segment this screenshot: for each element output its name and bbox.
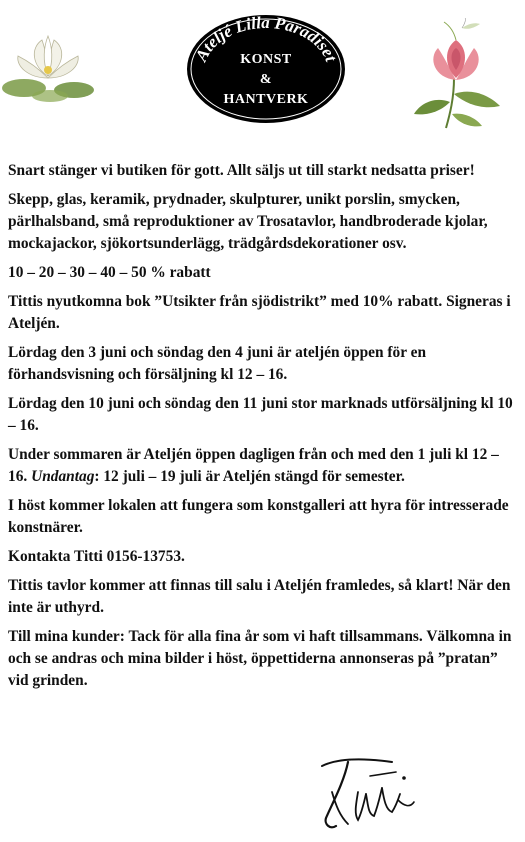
paragraph-market-sale: Lördag den 10 juni och söndag den 11 juni stor marknads utförsäljning kl 10 – 16. bbox=[8, 395, 513, 434]
paragraph-summer-hours bbox=[8, 444, 516, 488]
exception-label: Undantag bbox=[31, 468, 95, 485]
paragraph-closing-notice: Snart stänger vi butiken för gott. Allt säljs ut till starkt nedsatta priser! bbox=[8, 162, 475, 179]
logo-arc-text: Ateljé Lilla Paradiset bbox=[191, 14, 341, 65]
logo-line-hantverk: HANTVERK bbox=[223, 92, 309, 107]
signature-drawing bbox=[318, 752, 418, 834]
paragraph-contact: Kontakta Titti 0156-13753. bbox=[8, 548, 185, 565]
paragraph-book: Tittis nyutkomna bok ”Utsikter från sjödistrikt” med 10% rabatt. Signeras i Ateljén. bbox=[8, 293, 511, 332]
logo-line-ampersand: & bbox=[259, 72, 273, 87]
rose-illustration bbox=[410, 18, 508, 130]
exception-text: : 12 juli – 19 juli är Ateljén stängd för semester. bbox=[94, 468, 405, 485]
announcement-text bbox=[8, 160, 516, 699]
paragraph-items-list: Skepp, glas, keramik, prydnader, skulpturer, unikt porslin, smycken, pärlhalsband, små reproduktioner av Trosatavlor, handbroderade kjolar, mockajackor, sjökortsunderlägg, trädgårdsdekorationer osv. bbox=[8, 191, 488, 252]
header bbox=[0, 0, 525, 150]
paragraph-discount: 10 – 20 – 30 – 40 – 50 % rabatt bbox=[8, 264, 211, 281]
water-lily-illustration bbox=[2, 26, 94, 106]
summer-hours-text: Under sommaren är Ateljén öppen dagligen från och med den 1 juli kl 12 – 16. bbox=[8, 446, 499, 485]
logo-line-konst: KONST bbox=[240, 52, 292, 67]
paragraph-thanks: Till mina kunder: Tack för alla fina år som vi haft tillsammans. Välkomna in och se andras och mina bilder i höst, öppettiderna annonseras på ”pratan” vid grinden. bbox=[8, 628, 512, 689]
paragraph-paintings: Tittis tavlor kommer att finnas till salu i Ateljén framledes, så klart! När den inte är uthyrd. bbox=[8, 577, 511, 616]
paragraph-gallery: I höst kommer lokalen att fungera som konstgalleri att hyra för intresserade konstnärer. bbox=[8, 497, 509, 536]
paragraph-preview-sale: Lördag den 3 juni och söndag den 4 juni är ateljén öppen för en förhandsvisning och försäljning kl 12 – 16. bbox=[8, 344, 427, 383]
